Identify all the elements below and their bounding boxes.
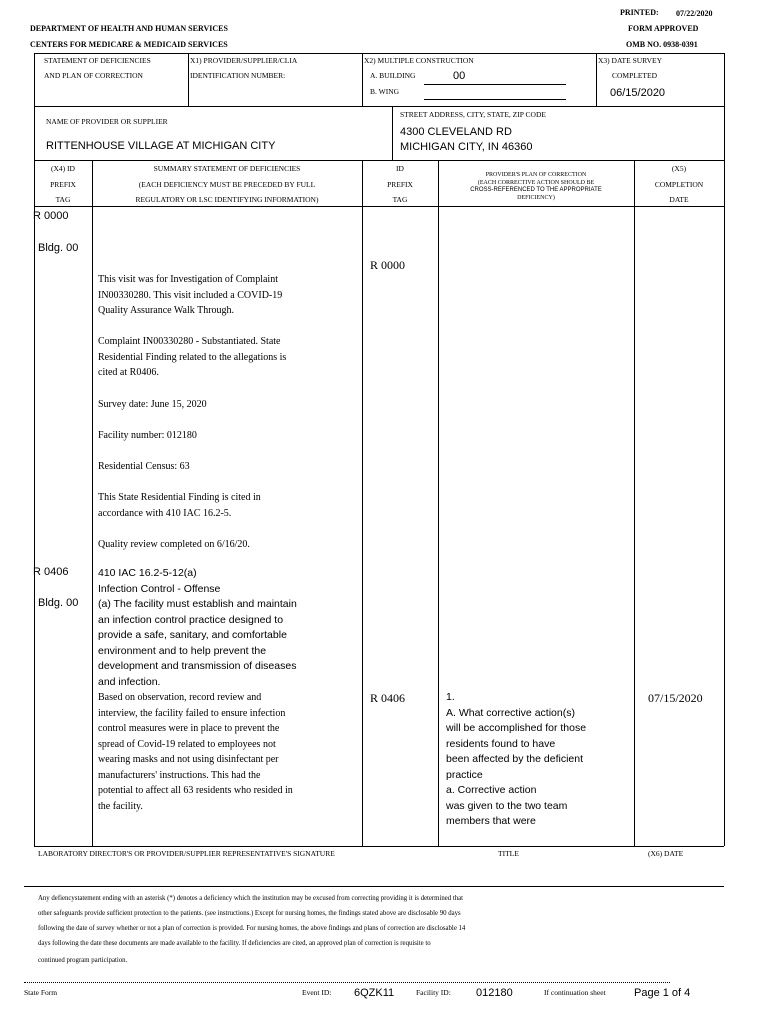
signature-bottom-rule xyxy=(24,886,724,887)
disclaimer-line-4: days following the date these documents are made available to the facility. If deficiencies are cited, an approved plan of correction is requisite to xyxy=(38,940,431,947)
x5-header-3: DATE xyxy=(669,195,689,204)
building-underline xyxy=(424,84,566,85)
centers-title: CENTERS FOR MEDICARE & MEDICAID SERVICES xyxy=(30,40,228,49)
summary-paragraph-5: Residential Census: 63 xyxy=(98,461,190,472)
tag-r0000: R 0000 xyxy=(33,210,69,222)
page-number: Page 1 of 4 xyxy=(634,987,691,999)
id-tag-r0406: R 0406 xyxy=(370,691,406,705)
address-line-2: MICHIGAN CITY, IN 46360 xyxy=(400,141,533,153)
bldg-label-2: Bldg. 00 xyxy=(38,597,79,609)
finding-text: Based on observation, record review and interview, the facility failed to ensure infection control measures were in place to prevent the spread of Covid-19 related to employees not wearing masks and not using disinfectant per manufacturers' instructions. This had the potential to affect all 63 residents who resided in the facility. xyxy=(98,692,293,812)
plan-header-4: DEFICIENCY) xyxy=(517,195,555,201)
plan-header-3: CROSS-REFERENCED TO THE APPROPRIATE xyxy=(470,187,602,193)
x4-header-2: PREFIX xyxy=(50,180,76,189)
disclaimer-line-3: following the date of survey whether or not a plan of correction is provided. For nursing homes, the above findings and plans of correction are disclosable 14 xyxy=(38,925,466,932)
event-id-value: 6QZK11 xyxy=(354,987,395,999)
director-signature-label: LABORATORY DIRECTOR'S OR PROVIDER/SUPPLIER REPRESENTATIVE'S SIGNATURE xyxy=(38,849,335,858)
plan-header-1: PROVIDER'S PLAN OF CORRECTION xyxy=(485,172,587,178)
id-header-1: ID xyxy=(396,164,404,173)
wing-label: B. WING xyxy=(370,87,400,96)
disclaimer-line-5: continued program participation. xyxy=(38,957,128,964)
x4-header-1: (X4) ID xyxy=(51,164,75,173)
x5-header-1: (X5) xyxy=(671,164,687,173)
statement-label-1: STATEMENT OF DEFICIENCIES xyxy=(44,56,151,65)
form-approved: FORM APPROVED xyxy=(628,24,699,33)
id-tag-r0000: R 0000 xyxy=(370,258,406,272)
printed-date: 07/22/2020 xyxy=(676,9,713,18)
id-header-3: TAG xyxy=(392,195,408,204)
x5-header-2: COMPLETION xyxy=(654,180,704,189)
provider-name: RITTENHOUSE VILLAGE AT MICHIGAN CITY xyxy=(46,140,276,152)
tag-r0406: R 0406 xyxy=(33,566,69,578)
x3-label-1: X3) DATE SURVEY xyxy=(598,56,662,65)
bldg-label-1: Bldg. 00 xyxy=(38,242,79,254)
x4-header-3: TAG xyxy=(55,195,71,204)
plan-header-2: (EACH CORRECTIVE ACTION SHOULD BE xyxy=(477,180,595,186)
facility-id-value: 012180 xyxy=(476,987,513,999)
statement-label-2: AND PLAN OF CORRECTION xyxy=(44,71,143,80)
department-title: DEPARTMENT OF HEALTH AND HUMAN SERVICES xyxy=(30,24,228,33)
summary-header-3: REGULATORY OR LSC IDENTIFYING INFORMATION) xyxy=(135,195,319,204)
summary-paragraph-7: Quality review completed on 6/16/20. xyxy=(98,539,250,550)
disclaimer-line-1: Any defiencystatement ending with an asterisk (*) denotes a deficiency which the institution may be excused from correcting providing it is determined that xyxy=(38,895,464,902)
summary-header-1: SUMMARY STATEMENT OF DEFICIENCIES xyxy=(153,164,301,173)
rule-text: 410 IAC 16.2-5-12(a) Infection Control - Offense (a) The facility must establish and maintain an infection control practice designed to provide a safe, sanitary, and comfortable environment and to help prevent the development and transmission of diseases and infection. xyxy=(98,567,297,688)
event-id-label: Event ID: xyxy=(302,988,332,997)
plan-of-correction-text: 1. A. What corrective action(s) will be accomplished for those residents found to have been affected by the deficient practice a. Corrective action was given to the two team members that were xyxy=(446,691,587,827)
survey-date-value: 06/15/2020 xyxy=(610,87,666,99)
x3-label-2: COMPLETED xyxy=(612,71,657,80)
omb-number: OMB NO. 0938-0391 xyxy=(626,40,698,49)
footer-rule xyxy=(24,982,670,983)
facility-id-label: Facility ID: xyxy=(416,988,451,997)
summary-paragraph-6: This State Residential Finding is cited in accordance with 410 IAC 16.2-5. xyxy=(98,492,261,519)
x1-label-1: X1) PROVIDER/SUPPLIER/CLIA xyxy=(190,56,298,65)
continuation-label: If continuation sheet xyxy=(544,988,606,997)
disclaimer-line-2: other safeguards provide sufficient protection to the patients. (see instructions.) Except for nursing homes, the findings stated above are disclosable 90 days xyxy=(38,910,461,917)
wing-underline xyxy=(424,99,566,100)
x2-label: X2) MULTIPLE CONSTRUCTION xyxy=(364,56,474,65)
address-line-1: 4300 CLEVELAND RD xyxy=(400,126,512,138)
building-label: A. BUILDING xyxy=(370,71,416,80)
building-value: 00 xyxy=(453,70,466,82)
provider-name-label: NAME OF PROVIDER OR SUPPLIER xyxy=(46,117,168,126)
address-label: STREET ADDRESS, CITY, STATE, ZIP CODE xyxy=(400,110,546,119)
summary-header-2: (EACH DEFICIENCY MUST BE PRECEDED BY FULL xyxy=(138,180,316,189)
x1-label-2: IDENTIFICATION NUMBER: xyxy=(190,71,286,80)
summary-paragraph-2: Complaint IN00330280 - Substantiated. State Residential Finding related to the allegations is cited at R0406. xyxy=(98,336,287,378)
title-label: TITLE xyxy=(498,849,519,858)
summary-paragraph-1: This visit was for Investigation of Complaint IN00330280. This visit included a COVID-19 Quality Assurance Walk Through. xyxy=(98,274,283,316)
summary-paragraph-3: Survey date: June 15, 2020 xyxy=(98,399,207,410)
completion-date: 07/15/2020 xyxy=(648,691,703,705)
state-form-label: State Form xyxy=(24,988,58,997)
x6-date-label: (X6) DATE xyxy=(648,849,684,858)
printed-label: PRINTED: xyxy=(620,8,659,17)
summary-paragraph-4: Facility number: 012180 xyxy=(98,430,197,441)
id-header-2: PREFIX xyxy=(387,180,413,189)
